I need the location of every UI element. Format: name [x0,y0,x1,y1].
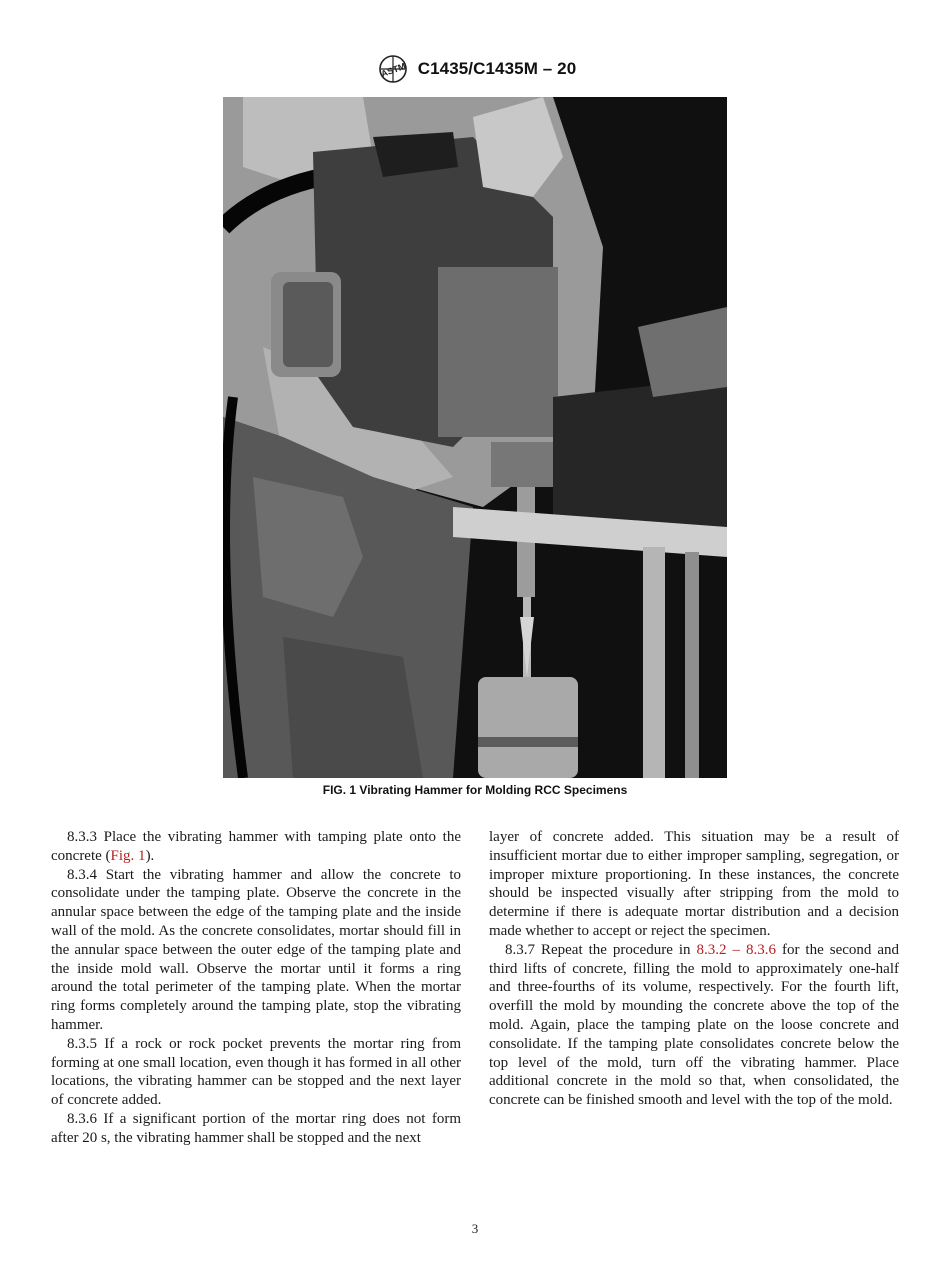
vibrating-hammer-photo [223,97,727,778]
paragraph-8-3-7 [489,941,899,1110]
figure-photo [223,97,727,778]
section-number: 8.3.6 [67,1110,97,1127]
section-number: 8.3.4 [67,866,97,883]
text-column-right [489,828,899,1110]
astm-logo [374,52,412,86]
paragraph-text: Place the vibrating hammer with tamping plate onto the concrete ( [51,829,461,864]
logo-lettering: ASTM [379,60,407,79]
paragraph-text: If a significant portion of the mortar ring does not form after 20 s, the vibrating hammer shall be stopped and the next [51,1110,461,1146]
paragraph-8-3-5 [51,1035,461,1110]
document-designation: C1435/C1435M – 20 [417,59,577,78]
paragraph-text: If a rock or rock pocket prevents the mortar ring from forming at one small location, even though it has formed in all other locations, the vibrating hammer can be stopped and the next layer of concrete added. [51,1035,461,1109]
paragraph-8-3-6 [51,1110,461,1148]
section-number: 8.3.7 [505,941,535,958]
paragraph-8-3-4 [51,866,461,1035]
figure-caption: FIG. 1 Vibrating Hammer for Molding RCC Specimens [322,783,628,797]
section-range-reference-link[interactable]: 8.3.2 – 8.3.6 [696,941,776,958]
paragraph-8-3-6-continued [489,828,899,941]
section-number: 8.3.5 [67,1035,97,1052]
paragraph-text: Repeat the procedure in [540,941,691,958]
page-number: 3 [471,1221,479,1236]
paragraph-8-3-3 [51,828,461,866]
paragraph-text: Start the vibrating hammer and allow the concrete to consolidate under the tamping plate. Observe the concrete in the annular space between the edge of the tamping plate and the inside wall of the mold. As the concrete consolidates, mortar should fill in the annular space between the outer edge of the tamping plate and the inside mold wall. Observe the mortar until it forms a ring around the total perimeter of the tamping plate. When the mortar ring forms completely around the tamping plate, stop the vibrating hammer. [51,866,461,1033]
paragraph-text: ). [145,847,155,864]
page-header [0,52,950,86]
paragraph-text: layer of concrete added. This situation may be a result of insufficient mortar due to either improper sampling, segregation, or improper mixture proportioning. In these instances, the concrete should be inspected visually after stripping from the mold to determine if there is adequate mortar distribution and a decision made whether to accept or reject the specimen. [489,829,899,939]
figure-reference-link[interactable]: Fig. 1 [110,847,146,864]
section-number: 8.3.3 [67,829,97,845]
text-column-left [51,828,461,1148]
paragraph-text: for the second and third lifts of concrete, filling the mold to approximately one-half and three-fourths of its volume, respectively. For the fourth lift, overfill the mold by mounding the concrete above the top of the mold. Again, place the tamping plate on the loose concrete and consolidate. If the tamping plate consolidates concrete below the top level of the mold, turn off the vibrating hammer. Place additional concrete in the mold so that, when consolidated, the concrete can be finished smooth and level with the top of the mold. [489,941,900,1109]
